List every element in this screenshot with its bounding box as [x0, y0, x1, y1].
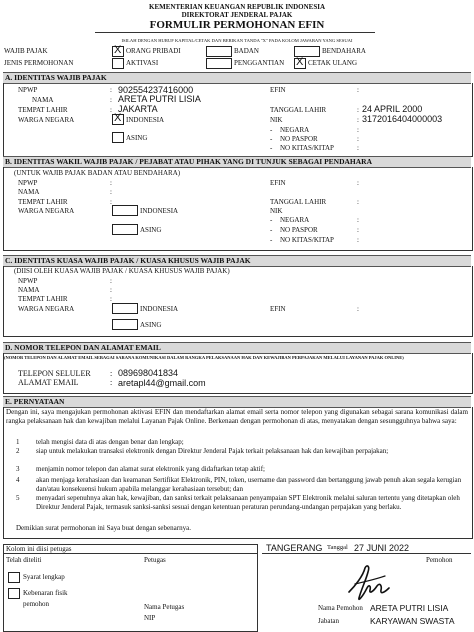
b-efin-label: EFIN [270, 179, 286, 187]
orang-pribadi-label: ORANG PRIBADI [126, 47, 181, 55]
signature-name: ARETA PUTRI LISIA [370, 603, 449, 613]
officer-checked-label: Telah diteliti [6, 556, 42, 564]
b-paspor-colon: : [357, 226, 359, 234]
signature-position-label: Jabatan [318, 617, 339, 625]
section-a-title: A. IDENTITAS WAJIB PAJAK [5, 73, 107, 82]
c-indonesia-label: INDONESIA [140, 305, 179, 313]
b-paspor-dash: - [270, 226, 273, 234]
a-nik-colon: : [357, 116, 359, 124]
cetak-ulang-label: CETAK ULANG [308, 59, 358, 67]
section-d-subtitle: (NOMOR TELEPON DAN ALAMAT EMAIL SEBAGAI SARANA KOMUNIKASI DALAM RANGKA PELAKSANAAN HAK DAN KEWAJIBAN PERPAJAKAN MELALUI LAYANAN PAJAK ONLINE) [4, 355, 404, 360]
a-indonesia-label: INDONESIA [126, 116, 165, 124]
a-asing-label: ASING [126, 134, 148, 142]
d-email-value[interactable]: aretapl44@gmail.com [118, 378, 206, 388]
section-e-intro: Dengan ini, saya mengajukan permohonan aktivasi EFIN dan mendaftarkan alamat email serta nomor telepon yang digunakan sebagai sarana komunikasi dalam rangka pelaksanaan hak dan kewajiban melalui Layanan Pajak Online. Berkenaan dengan permohonan di atas, menyatakan dengan sesungguhnya bahwa saya: [6, 408, 468, 425]
a-paspor-label: NO PASPOR [280, 135, 318, 143]
a-birthplace-label: TEMPAT LAHIR [18, 106, 68, 114]
a-nik-value[interactable]: 3172016404000003 [362, 114, 443, 124]
b-npwp-colon: : [110, 179, 112, 187]
a-negara-dash: - [270, 126, 273, 134]
d-phone-value[interactable]: 089698041834 [118, 368, 179, 378]
orang-pribadi-checkbox[interactable] [112, 46, 124, 57]
a-npwp-value[interactable]: 902554237416000 [118, 85, 194, 95]
c-asing-checkbox[interactable] [112, 319, 138, 330]
a-negara-colon: : [357, 126, 359, 134]
b-asing-label: ASING [140, 226, 162, 234]
b-asing-checkbox[interactable] [112, 224, 138, 235]
aktivasi-label: AKTIVASI [126, 59, 159, 67]
kebenaran-fisik-label: Kebenaran fisik [23, 589, 68, 597]
b-indonesia-label: INDONESIA [140, 207, 179, 215]
e-item-4-num: 4 [16, 476, 20, 484]
a-asing-checkbox[interactable] [112, 132, 124, 143]
b-birthplace-label: TEMPAT LAHIR [18, 198, 68, 206]
officer-header-divider [3, 553, 257, 554]
section-b-title: B. IDENTITAS WAKIL WAJIB PAJAK / PEJABAT ATAU PIHAK YANG DI TUNJUK SEBAGAI PENDAHARA [5, 157, 373, 166]
c-citizenship-label: WARGA NEGARA [18, 305, 75, 313]
signature-city: TANGERANG [266, 543, 323, 553]
syarat-lengkap-label: Syarat lengkap [23, 573, 65, 581]
a-npwp-label: NPWP [18, 86, 38, 94]
d-email-colon: : [110, 378, 113, 387]
a-name-colon: : [110, 96, 112, 104]
section-c-frame [3, 266, 473, 337]
instruction-text: ISILAH DENGAN HURUF KAPITAL/CETAK DAN BERIKAN TANDA "X" PADA KOLOM JAWABAN YANG SESUAI [121, 38, 353, 43]
signature-image [345, 562, 391, 604]
officer-header: Kolom ini diisi petugas [6, 545, 72, 553]
a-indonesia-checkbox[interactable] [112, 114, 124, 125]
a-efin-colon: : [357, 86, 359, 94]
a-birthdate-label: TANGGAL LAHIR [270, 106, 327, 114]
c-npwp-colon: : [110, 277, 112, 285]
a-birthdate-value[interactable]: 24 APRIL 2000 [362, 104, 423, 114]
c-birthplace-label: TEMPAT LAHIR [18, 295, 68, 303]
penggantian-checkbox[interactable] [206, 58, 232, 69]
signature-date: 27 JUNI 2022 [354, 543, 410, 553]
signature-name-label: Nama Pemohon [318, 604, 363, 612]
a-birthdate-colon: : [357, 106, 359, 114]
request-type-label: JENIS PERMOHONAN [4, 59, 74, 67]
e-item-3-num: 3 [16, 465, 20, 473]
section-c-title: C. IDENTITAS KUASA WAJIB PAJAK / KUASA KHUSUS WAJIB PAJAK [5, 256, 251, 265]
a-kitas-colon: : [357, 144, 359, 152]
a-kitas-label: NO KITAS/KITAP [280, 144, 334, 152]
b-negara-colon: : [357, 216, 359, 224]
directorate-heading: DIREKTORAT JENDERAL PAJAK [181, 11, 293, 19]
syarat-lengkap-checkbox[interactable] [8, 572, 20, 583]
b-name-colon: : [110, 188, 112, 196]
a-name-label: NAMA [32, 96, 54, 104]
c-birthplace-colon: : [110, 295, 112, 303]
a-birthplace-colon: : [110, 106, 112, 114]
e-item-4-text: akan menjaga kerahasiaan dan keamanan Sertifikat Elektronik, PIN, token, username dan password dan bertanggung jawab penuh akan segala kerugian dan/atau konsekuensi hukum apabila melanggar kerahasiaan tersebut; dan [36, 476, 462, 493]
kebenaran-fisik-checkbox[interactable] [8, 588, 20, 599]
c-name-colon: : [110, 286, 112, 294]
badan-label: BADAN [234, 47, 259, 55]
a-npwp-colon: : [110, 86, 112, 94]
cetak-ulang-checkbox[interactable] [294, 58, 306, 69]
ministry-heading: KEMENTERIAN KEUANGAN REPUBLIK INDONESIA [149, 3, 325, 11]
section-e-title: E. PERNYATAAN [5, 397, 65, 406]
title-underline [95, 32, 375, 33]
a-paspor-dash: - [270, 135, 273, 143]
officer-name-label: Nama Petugas [144, 603, 185, 611]
e-item-3-text: menjamin nomor telepon dan alamat surat elektronik yang didaftarkan tetap aktif; [36, 465, 265, 473]
b-nik-label: NIK [270, 207, 283, 215]
section-c-subtitle: (DIISI OLEH KUASA WAJIB PAJAK / KUASA KHUSUS WAJIB PAJAK) [14, 267, 230, 275]
a-citizenship-label: WARGA NEGARA [18, 116, 75, 124]
e-item-1-num: 1 [16, 438, 20, 446]
a-paspor-colon: : [357, 135, 359, 143]
c-asing-label: ASING [140, 321, 162, 329]
badan-checkbox[interactable] [206, 46, 232, 57]
b-kitas-dash: - [270, 236, 273, 244]
d-phone-colon: : [110, 369, 113, 378]
signature-date-label: Tanggal [327, 544, 348, 551]
b-indonesia-checkbox[interactable] [112, 205, 138, 216]
e-item-2-text: siap untuk melakukan transaksi elektronik dengan Direktur Jenderal Pajak terkait pelaksanaan hak dan kewajiban perpajakan; [36, 447, 389, 455]
form-title: FORMULIR PERMOHONAN EFIN [149, 19, 325, 31]
a-efin-label: EFIN [270, 86, 286, 94]
a-nik-label: NIK [270, 116, 283, 124]
a-birthplace-value[interactable]: JAKARTA [118, 104, 158, 114]
b-birthdate-label: TANGGAL LAHIR [270, 198, 327, 206]
e-item-5-text: menyadari sepenuhnya akan hak, kewajiban, dan sanksi terkait pelaksanaan penyampaian SPT Elektronik melalui saluran tertentu yang ditetapkan oleh Direktur Jenderal Pajak, termasuk sanksi-sanksi sesuai dengan ketentuan peraturan perundang-undangan perpajakan yang berlaku. [36, 494, 460, 511]
section-d-title: D. NOMOR TELEPON DAN ALAMAT EMAIL [5, 343, 161, 352]
b-negara-dash: - [270, 216, 273, 224]
taxpayer-type-label: WAJIB PAJAK [4, 47, 48, 55]
b-negara-label: NEGARA [280, 216, 310, 224]
a-name-value[interactable]: ARETA PUTRI LISIA [118, 94, 201, 104]
signature-position: KARYAWAN SWASTA [370, 616, 455, 626]
officer-label: Petugas [144, 556, 166, 564]
aktivasi-checkbox[interactable] [112, 58, 124, 69]
a-kitas-dash: - [270, 144, 273, 152]
b-birthplace-colon: : [110, 198, 112, 206]
d-phone-label: TELEPON SELULER [18, 369, 91, 378]
section-b-subtitle: (UNTUK WAJIB PAJAK BADAN ATAU BENDAHARA) [14, 169, 181, 177]
b-efin-colon: : [357, 179, 359, 187]
b-npwp-label: NPWP [18, 179, 38, 187]
b-kitas-label: NO KITAS/KITAP [280, 236, 334, 244]
pemohon-label: pemohon [23, 600, 50, 608]
a-negara-label: NEGARA [280, 126, 310, 134]
penggantian-label: PENGGANTIAN [234, 59, 285, 67]
signature-date-underline [262, 553, 471, 554]
e-closing: Demikian surat permohonan ini Saya buat dengan sebenarnya. [16, 524, 191, 532]
c-indonesia-checkbox[interactable] [112, 303, 138, 314]
b-kitas-colon: : [357, 236, 359, 244]
e-item-2-num: 2 [16, 447, 20, 455]
b-paspor-label: NO PASPOR [280, 226, 318, 234]
c-name-label: NAMA [18, 286, 40, 294]
b-birthdate-colon: : [357, 198, 359, 206]
e-item-1-text: telah mengisi data di atas dengan benar dan lengkap; [36, 438, 184, 446]
signature-applicant-label: Pemohon [426, 556, 453, 564]
b-citizenship-label: WARGA NEGARA [18, 207, 75, 215]
c-efin-colon: : [357, 305, 359, 313]
nip-label: NIP [144, 614, 156, 622]
c-npwp-label: NPWP [18, 277, 38, 285]
d-email-label: ALAMAT EMAIL [18, 378, 79, 387]
e-item-5-num: 5 [16, 494, 20, 502]
bendahara-label: BENDAHARA [322, 47, 366, 55]
c-efin-label: EFIN [270, 305, 286, 313]
b-name-label: NAMA [18, 188, 40, 196]
